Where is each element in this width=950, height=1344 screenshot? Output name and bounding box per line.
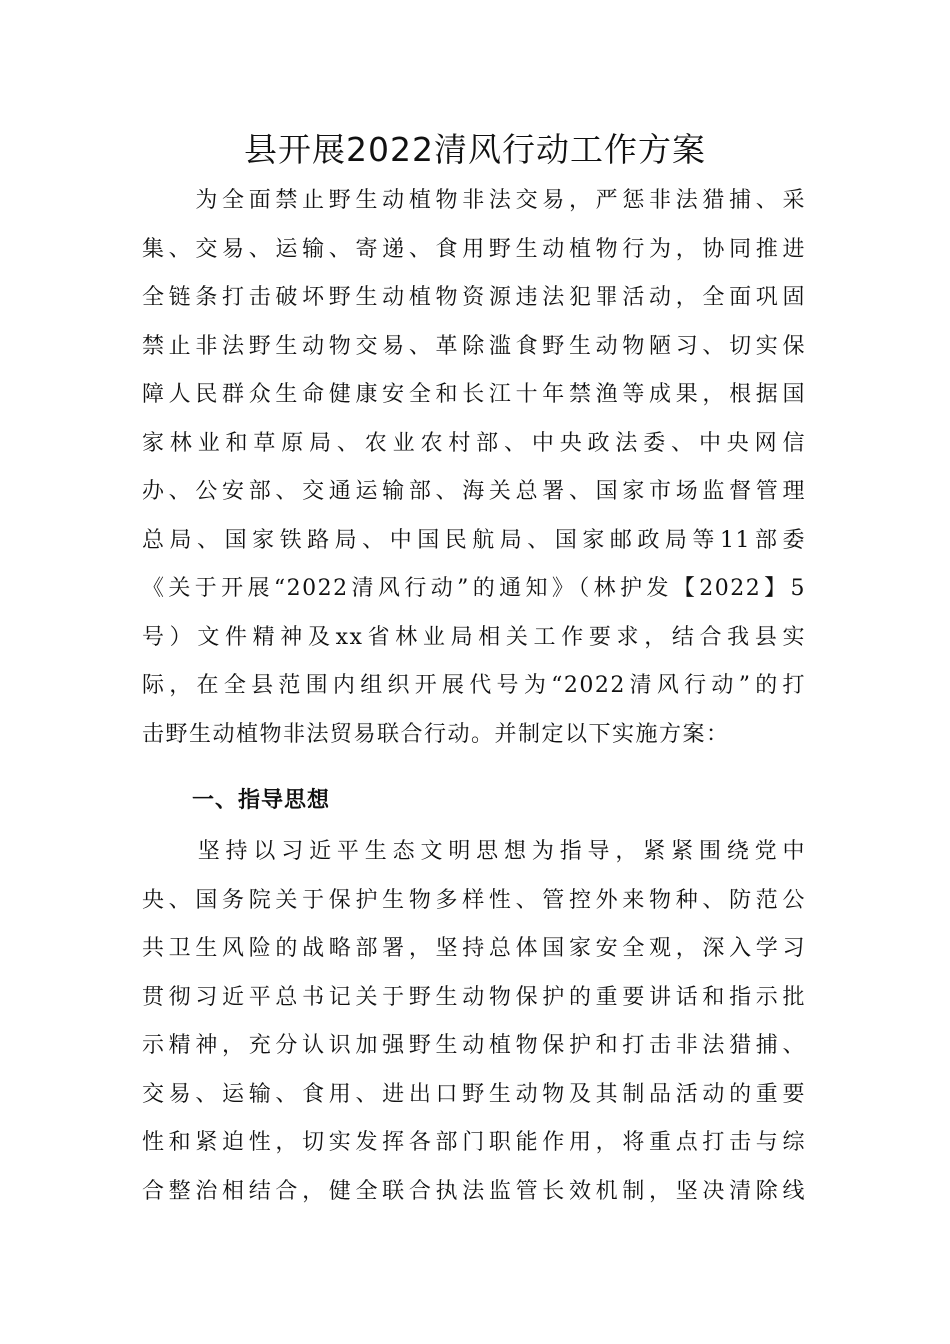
intro-paragraph	[142, 177, 806, 759]
paragraph-line: 共卫生风险的战略部署，坚持总体国家安全观，深入学习	[142, 936, 806, 961]
guiding-ideology-paragraph	[142, 828, 806, 1216]
paragraph-line: 障人民群众生命健康安全和长江十年禁渔等成果，根据国	[142, 382, 806, 407]
section-heading-guiding-ideology: 一、指导思想	[192, 788, 331, 813]
paragraph-line: 性和紧迫性，切实发挥各部门职能作用，将重点打击与综	[142, 1130, 806, 1155]
paragraph-line: 号）文件精神及xx省林业局相关工作要求，结合我县实	[142, 624, 806, 650]
paragraph-line: 央、国务院关于保护生物多样性、管控外来物种、防范公	[142, 887, 806, 913]
paragraph-line: 为全面禁止野生动植物非法交易，严惩非法猎捕、采	[142, 188, 806, 213]
paragraph-line: 《关于开展“2022清风行动”的通知》（林护发【2022】5	[142, 576, 806, 601]
paragraph-line: 示精神，充分认识加强野生动植物保护和打击非法猎捕、	[142, 1033, 806, 1058]
paragraph-line: 击野生动植物非法贸易联合行动。并制定以下实施方案：	[142, 721, 730, 747]
paragraph-line: 坚持以习近平生态文明思想为指导，紧紧围绕党中	[142, 839, 806, 864]
paragraph-line: 合整治相结合，健全联合执法监管长效机制，坚决清除线	[142, 1178, 806, 1204]
paragraph-line: 集、交易、运输、寄递、食用野生动植物行为，协同推进	[142, 236, 806, 262]
paragraph-line: 贯彻习近平总书记关于野生动物保护的重要讲话和指示批	[142, 984, 806, 1010]
paragraph-line: 办、公安部、交通运输部、海关总署、国家市场监督管理	[142, 479, 806, 504]
paragraph-line: 总局、国家铁路局、中国民航局、国家邮政局等11部委	[142, 527, 806, 553]
paragraph-line: 全链条打击破坏野生动植物资源违法犯罪活动，全面巩固	[142, 285, 806, 310]
paragraph-line: 际，在全县范围内组织开展代号为“2022清风行动”的打	[142, 673, 806, 698]
paragraph-line: 交易、运输、食用、进出口野生动物及其制品活动的重要	[142, 1081, 806, 1107]
paragraph-line: 禁止非法野生动物交易、革除滥食野生动物陋习、切实保	[142, 333, 806, 359]
paragraph-line: 家林业和草原局、农业农村部、中央政法委、中央网信	[142, 430, 806, 456]
document-title: 县开展2022清风行动工作方案	[244, 130, 706, 169]
